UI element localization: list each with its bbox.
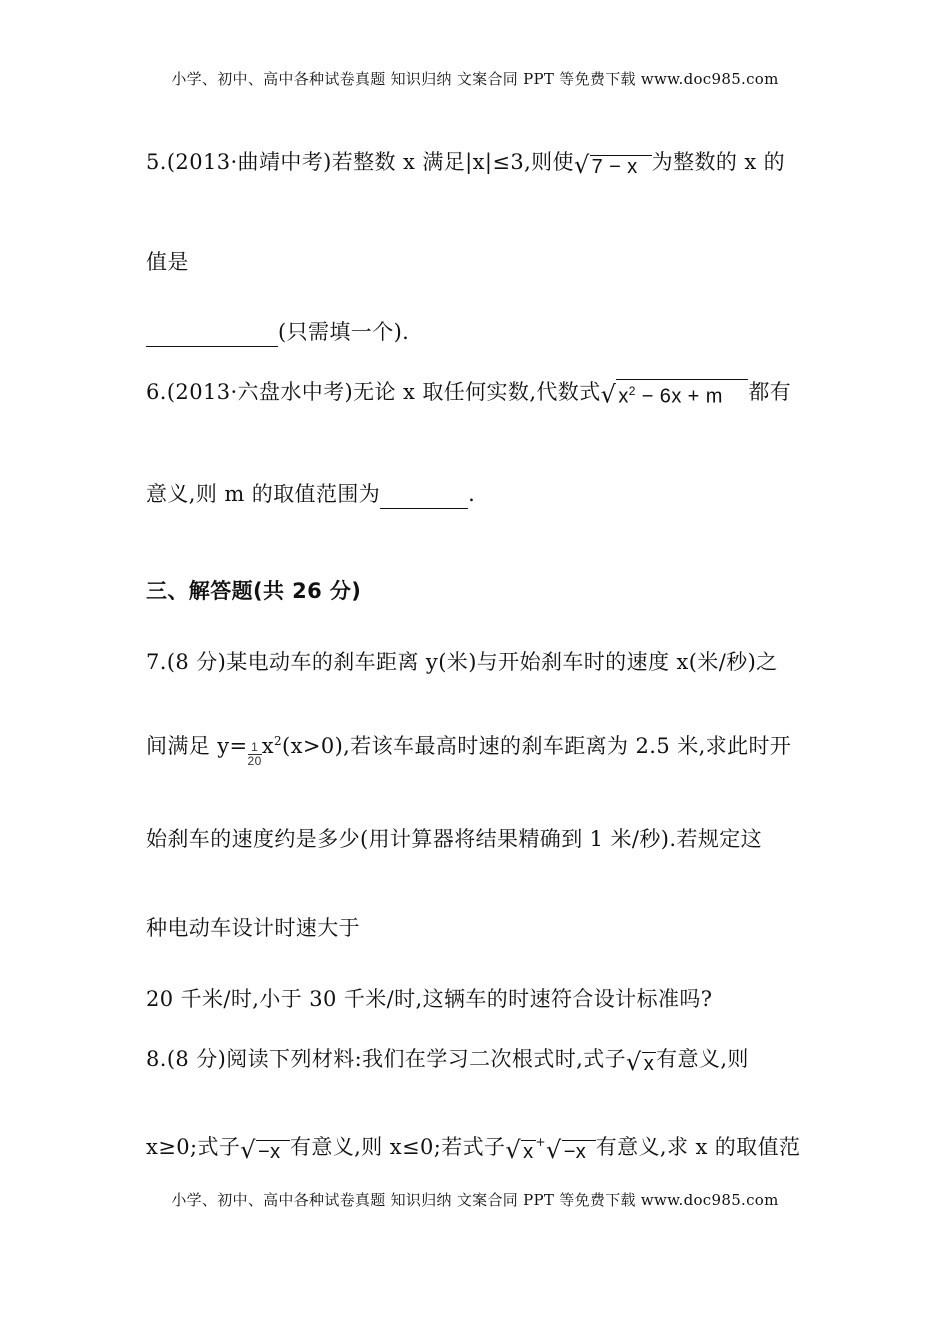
q8-text-d: 有意义,则 x≤0;若式子 xyxy=(289,1135,506,1159)
fraction-1-over-20: $\frac{1}{20}$ xyxy=(247,740,262,768)
q7-text-a: 间满足 y= xyxy=(146,734,248,758)
q8-text-a: 8.(8 分)阅读下列材料:我们在学习二次根式时,式子 xyxy=(146,1047,627,1071)
q8-line1 xyxy=(146,1043,749,1076)
q7-line4: 种电动车设计时速大于 xyxy=(146,916,360,940)
q8-text-e: 有意义,求 x 的取值范 xyxy=(595,1135,801,1159)
q6-text-c: 意义,则 m 的取值范围为 xyxy=(146,482,381,506)
q5-text-c: (只需填一个). xyxy=(278,320,410,344)
q6-line2 xyxy=(146,478,475,509)
sqrt-quadratic: √ $x^2 - 6x + m$ xyxy=(601,379,749,409)
q6-text-a: 6.(2013·六盘水中考)无论 x 取任何实数,代数式 xyxy=(146,380,601,404)
q5-line2: 值是 xyxy=(146,250,189,274)
q6-answer-blank[interactable] xyxy=(380,484,468,509)
q6-line1 xyxy=(146,376,791,409)
sqrt-x: √ x xyxy=(626,1048,655,1076)
q5-line3 xyxy=(146,316,409,347)
q7-line1: 7.(8 分)某电动车的刹车距离 y(米)与开始刹车时的速度 x(米/秒)之 xyxy=(146,650,778,674)
q6-text-b: 都有 xyxy=(748,380,792,404)
q6-text-d: . xyxy=(468,482,476,506)
section-3-title: 三、解答题(共 26 分) xyxy=(146,579,362,603)
q8-line2 xyxy=(146,1131,800,1164)
q7-line2: 间满足 y= $\frac{1}{20}$ $x^2(x>0)$,若该车最高时速的刹车距离为 2.5 米,求此时开 xyxy=(146,734,792,768)
q5-line1 xyxy=(146,146,785,179)
q7-line5: 20 千米/时,小于 30 千米/时,这辆车的时速符合设计标准吗? xyxy=(146,987,713,1011)
q7-line3: 始刹车的速度约是多少(用计算器将结果精确到 1 米/秒).若规定这 xyxy=(146,827,763,851)
q5-text-a: 5.(2013·曲靖中考)若整数 x 满足|x|≤3,则使 xyxy=(146,150,574,174)
sqrt-x-2: √ x xyxy=(505,1136,534,1164)
sqrt-7-minus-x: √ 7 − x xyxy=(574,151,652,179)
q7-text-b: (x>0),若该车最高时速的刹车距离为 2.5 米,求此时开 xyxy=(282,734,792,758)
page-footer: 小学、初中、高中各种试卷真题 知识归纳 文案合同 PPT 等免费下载 www.doc985.com xyxy=(171,1191,779,1209)
q8-text-c: x≥0;式子 xyxy=(146,1135,241,1159)
page-header: 小学、初中、高中各种试卷真题 知识归纳 文案合同 PPT 等免费下载 www.doc985.com xyxy=(171,70,779,88)
q8-text-b: 有意义,则 xyxy=(656,1047,749,1071)
sqrt-neg-x: √ −x xyxy=(240,1136,290,1164)
sqrt-neg-x-2: √ −x xyxy=(546,1136,596,1164)
q5-answer-blank[interactable] xyxy=(146,322,278,347)
q5-text-b: 为整数的 x 的 xyxy=(651,150,786,174)
plus-sign: + xyxy=(535,1135,546,1149)
